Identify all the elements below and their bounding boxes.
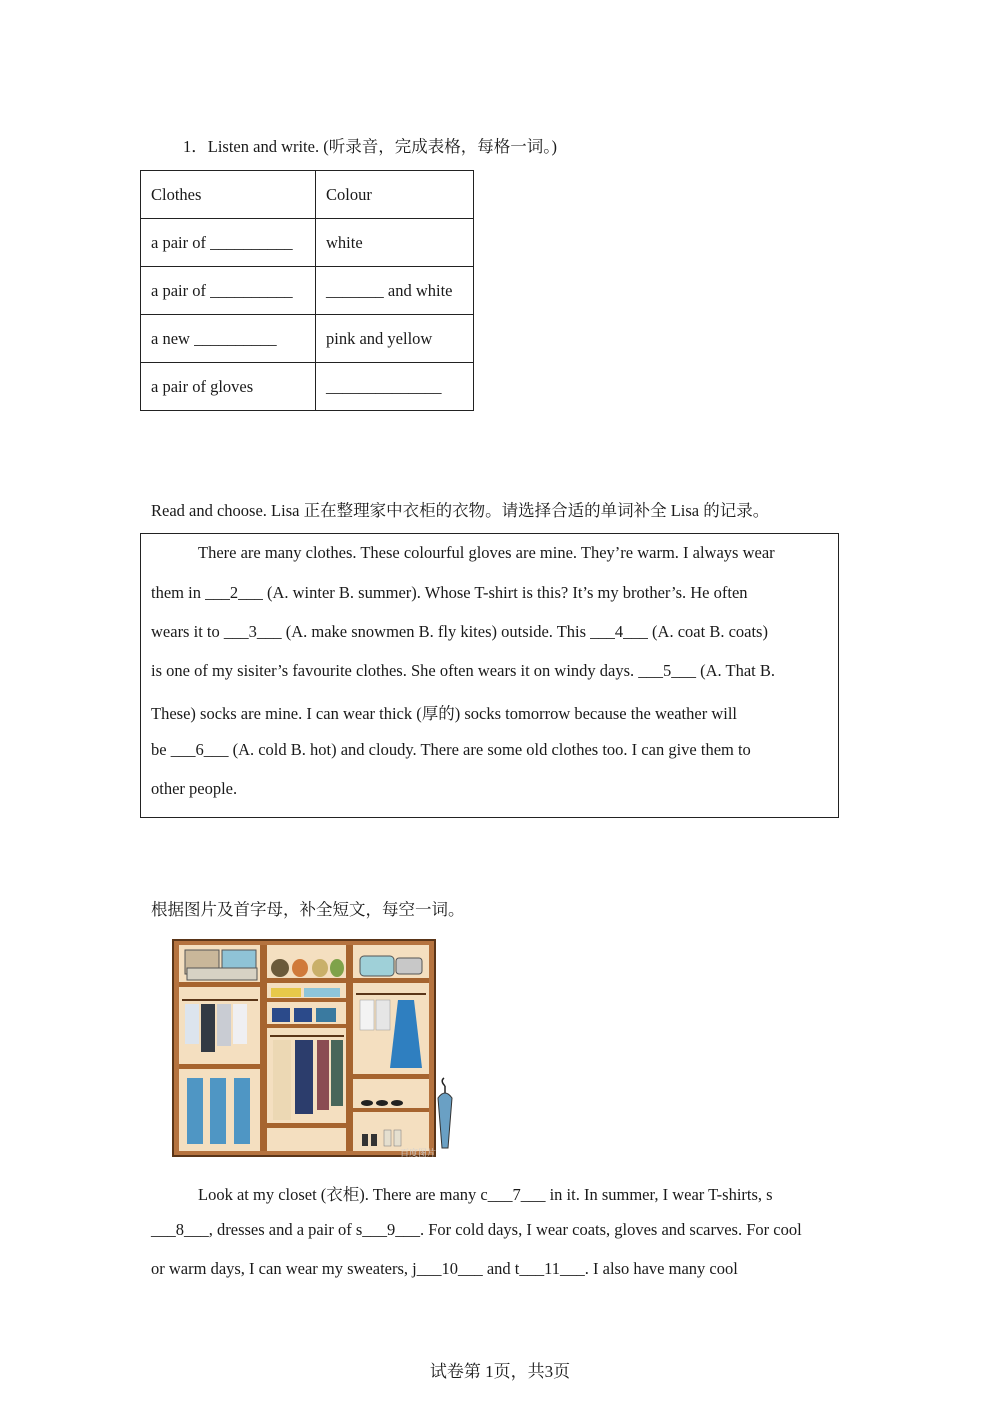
page-footer: 试卷第 1页，共3页 xyxy=(429,1362,571,1381)
question-3-title: 根据图片及首字母，补全短文，每空一词。 xyxy=(151,900,465,919)
passage-line: These) socks are mine. I can wear thick (厚的) socks tomorrow because the weather will xyxy=(151,704,737,723)
table-cell: pink and yellow xyxy=(316,315,474,363)
question-1-title: 1．Listen and write. (听录音，完成表格，每格一词。) xyxy=(183,137,557,156)
table-row xyxy=(141,267,474,315)
table-cell: a pair of gloves xyxy=(141,363,316,411)
header-clothes: Clothes xyxy=(141,171,316,219)
clothes-colour-table xyxy=(140,170,474,411)
passage-line: other people. xyxy=(151,779,238,798)
question-2-title: Read and choose. Lisa 正在整理家中衣柜的衣物。请选择合适的单词补全 Lisa 的记录。 xyxy=(151,501,770,520)
table-cell: white xyxy=(316,219,474,267)
table-row xyxy=(141,315,474,363)
table-row xyxy=(141,363,474,411)
passage-line: wears it to ___3___ (A. make snowmen B. fly kites) outside. This ___4___ (A. coat B. coats) xyxy=(151,622,768,641)
table-cell: a new __________ xyxy=(141,315,316,363)
table-header-row xyxy=(141,171,474,219)
passage-line: ___8___, dresses and a pair of s___9___. For cold days, I wear coats, gloves and scarves. For cool xyxy=(151,1220,802,1239)
table-cell: a pair of __________ xyxy=(141,219,316,267)
closet-illustration xyxy=(170,938,460,1160)
table-cell: _______ and white xyxy=(316,267,474,315)
passage-line: There are many clothes. These colourful gloves are mine. They’re warm. I always wear xyxy=(198,543,775,562)
table-cell: ______________ xyxy=(316,363,474,411)
passage-line: is one of my sisiter’s favourite clothes. She often wears it on windy days. ___5___ (A. That B. xyxy=(151,661,776,680)
passage-line: Look at my closet (衣柜). There are many c___7___ in it. In summer, I wear T-shirts, s xyxy=(198,1185,773,1204)
table-cell: a pair of __________ xyxy=(141,267,316,315)
passage-line: them in ___2___ (A. winter B. summer). Whose T-shirt is this? It’s my brother’s. He often xyxy=(151,583,748,602)
table-row xyxy=(141,219,474,267)
watermark-text: 百度图片 xyxy=(400,1149,437,1159)
header-colour: Colour xyxy=(316,171,474,219)
passage-line: or warm days, I can wear my sweaters, j___10___ and t___11___. I also have many cool xyxy=(151,1259,738,1278)
passage-line: be ___6___ (A. cold B. hot) and cloudy. There are some old clothes too. I can give them to xyxy=(151,740,751,759)
